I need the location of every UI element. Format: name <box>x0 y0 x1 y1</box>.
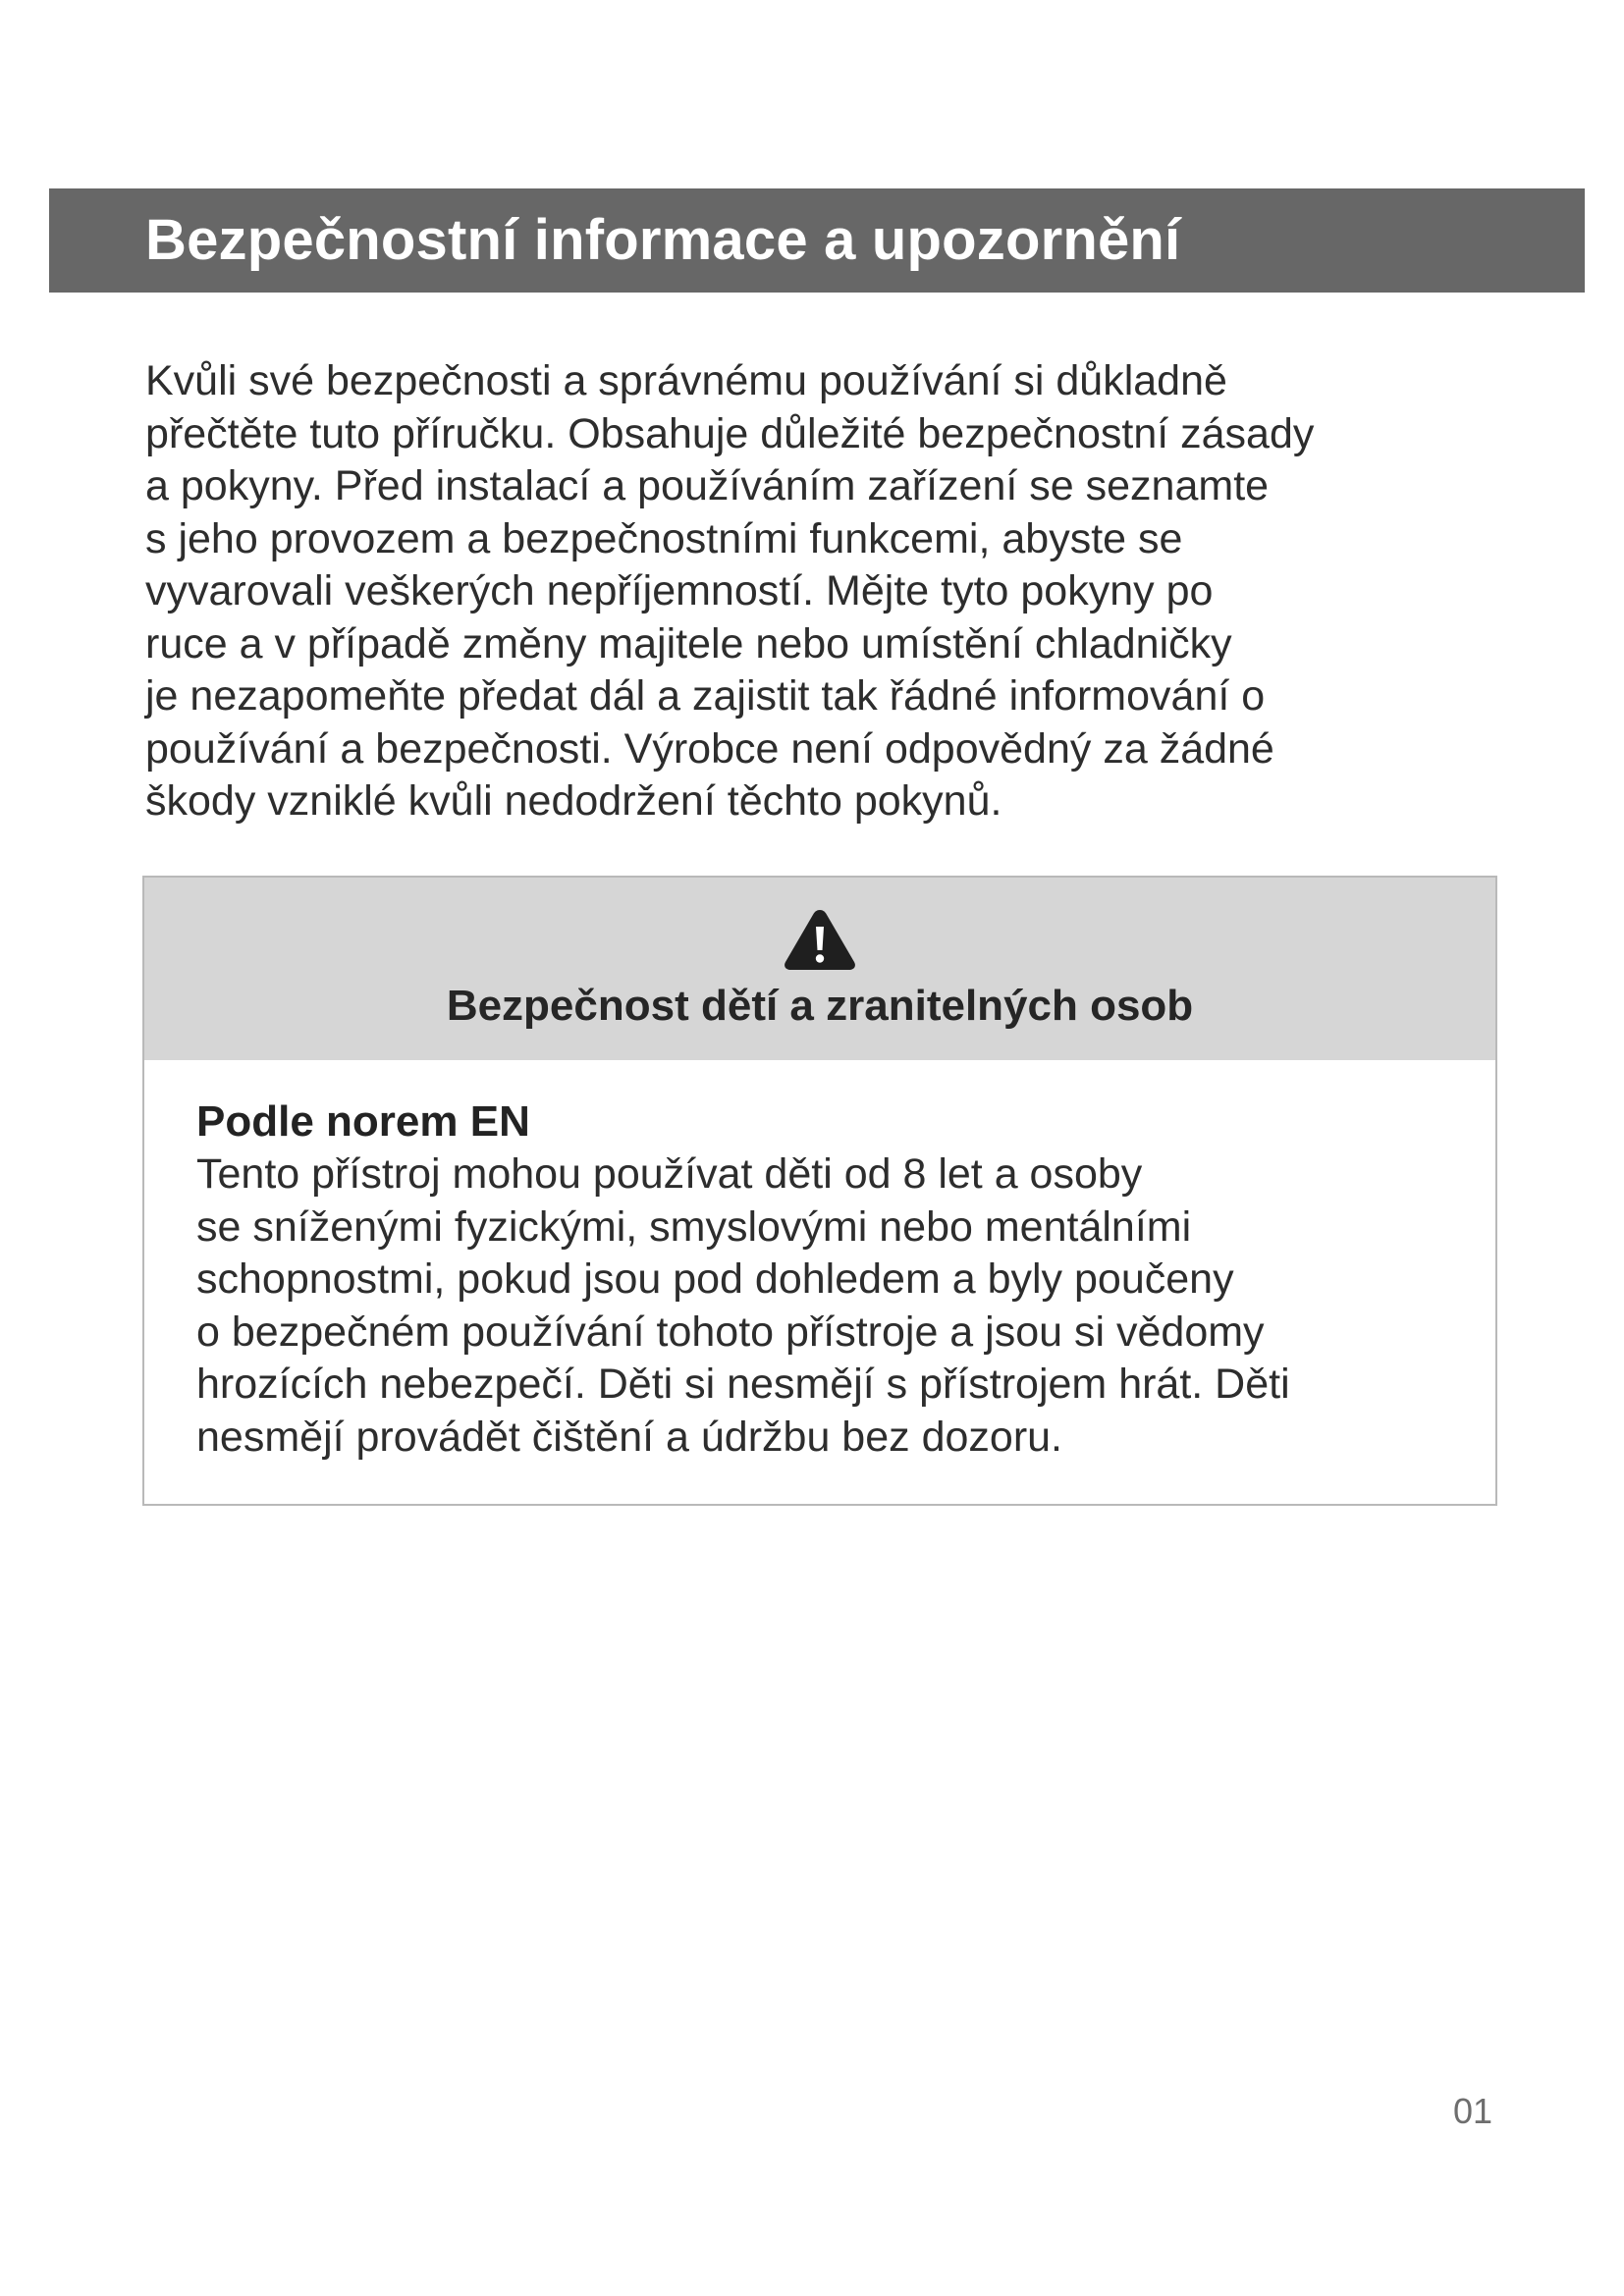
intro-line: používání a bezpečnosti. Výrobce není odpovědný za žádné <box>145 724 1274 773</box>
warning-box <box>142 876 1497 1506</box>
intro-line: s jeho provozem a bezpečnostními funkcemi, abyste se <box>145 514 1183 562</box>
intro-line: přečtěte tuto příručku. Obsahuje důležité bezpečnostní zásady <box>145 409 1315 457</box>
warning-line: schopnostmi, pokud jsou pod dohledem a byly poučeny <box>196 1255 1234 1303</box>
warning-subheading: Podle norem EN <box>196 1097 530 1146</box>
warning-line: o bezpečném používání tohoto přístroje a jsou si vědomy <box>196 1308 1265 1356</box>
intro-line: a pokyny. Před instalací a používáním zařízení se seznamte <box>145 462 1270 509</box>
warning-line: Tento přístroj mohou používat děti od 8 let a osoby <box>196 1150 1143 1198</box>
warning-triangle-icon <box>783 907 857 972</box>
warning-body <box>196 1095 1473 1464</box>
warning-line: se sníženými fyzickými, smyslovými nebo mentálními <box>196 1202 1192 1251</box>
warning-text <box>196 1148 1473 1464</box>
intro-line: škody vzniklé kvůli nedodržení těchto pokynů. <box>145 777 1002 825</box>
warning-line: hrozících nebezpečí. Děti si nesmějí s přístrojem hrát. Děti <box>196 1361 1290 1408</box>
page-title: Bezpečnostní informace a upozornění <box>145 208 1181 272</box>
intro-line: Kvůli své bezpečnosti a správnému používání si důkladně <box>145 357 1227 404</box>
warning-header <box>144 878 1495 1060</box>
intro-line: vyvarovali veškerých nepříjemností. Mějte tyto pokyny po <box>145 567 1214 614</box>
warning-title: Bezpečnost dětí a zranitelných osob <box>446 982 1194 1030</box>
section-header <box>49 188 1585 293</box>
page-number: 01 <box>1452 2091 1492 2131</box>
intro-line: ruce a v případě změny majitele nebo umístění chladničky <box>145 619 1232 667</box>
intro-line: je nezapomeňte předat dál a zajistit tak řádné informování o <box>145 672 1266 720</box>
warning-line: nesmějí provádět čištění a údržbu bez dozoru. <box>196 1413 1063 1461</box>
intro-paragraph <box>145 355 1510 828</box>
